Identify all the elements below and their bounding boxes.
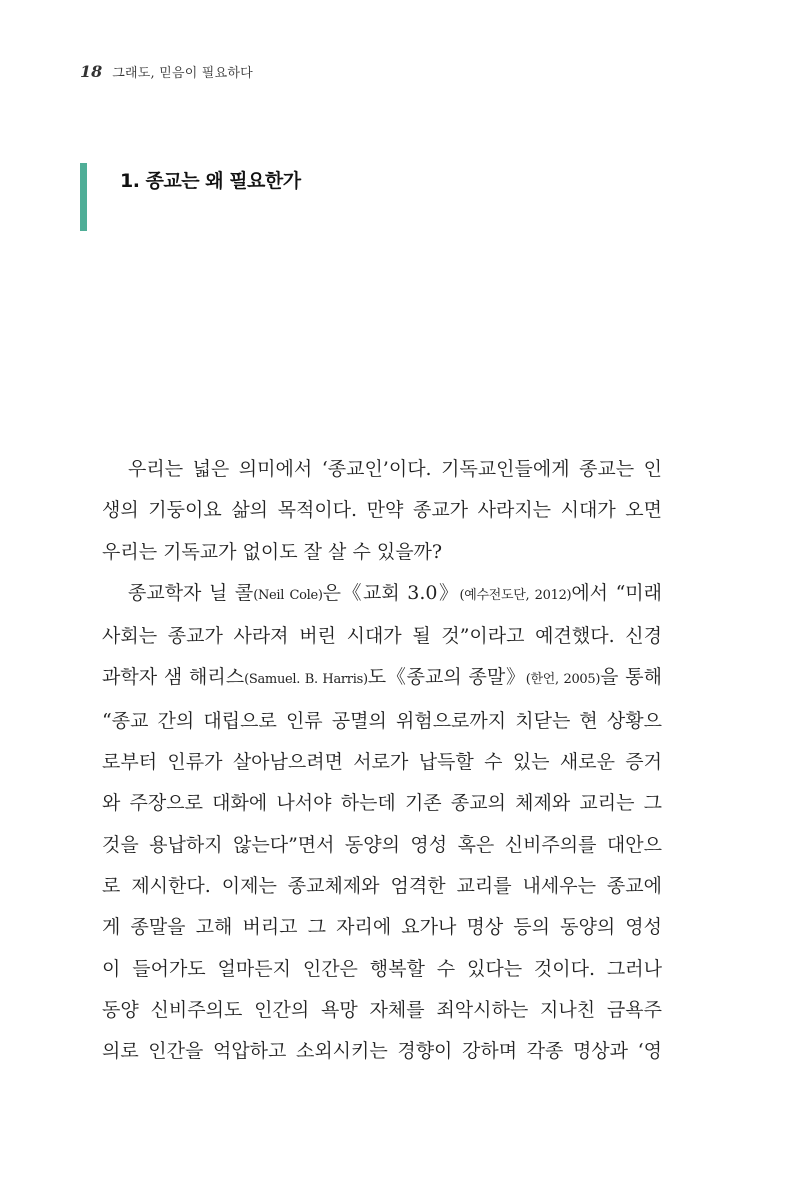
paragraph-line: 사회는 종교가 사라져 버린 시대가 될 것”이라고 예견했다. 신경 (102, 625, 662, 648)
text-run: 은《교회 3.0》 (322, 581, 460, 604)
citation-note: (Samuel. B. Harris) (244, 672, 368, 688)
citation-note: (한언, 2005) (525, 672, 601, 688)
text-run: 을 통해 (600, 666, 663, 689)
citation-note: (예수전도단, 2012) (459, 587, 572, 603)
paragraph-line: 와 주장으로 대화에 나서야 하는데 기존 종교의 체제와 교리는 그 (102, 792, 662, 815)
paragraph-line: 의로 인간을 억압하고 소외시키는 경향이 강하며 각종 명상과 ‘영 (102, 1040, 662, 1063)
citation-note: (Neil Cole) (253, 587, 323, 603)
paragraph-line: 게 종말을 고해 버리고 그 자리에 요가나 명상 등의 동양의 영성 (102, 916, 662, 939)
paragraph-line: 생의 기둥이요 삶의 목적이다. 만약 종교가 사라지는 시대가 오면 (102, 499, 662, 522)
section-accent-bar (80, 163, 87, 231)
text-run: 도《종교의 종말》 (367, 666, 526, 689)
page-number: 18 (80, 62, 103, 81)
paragraph-line: 로 제시한다. 이제는 종교체제와 엄격한 교리를 내세우는 종교에 (102, 874, 662, 897)
section-title: 1. 종교는 왜 필요한가 (120, 170, 301, 192)
paragraph-line: 우리는 넓은 의미에서 ‘종교인’이다. 기독교인들에게 종교는 인 (128, 458, 662, 480)
book-title: 그래도, 믿음이 필요하다 (112, 66, 253, 81)
paragraph-line: 이 들어가도 얼마든지 인간은 행복할 수 있다는 것이다. 그러나 (102, 957, 662, 980)
paragraph-line: 동양 신비주의도 인간의 욕망 자체를 죄악시하는 지나친 금욕주 (102, 998, 662, 1021)
paragraph-line: “종교 간의 대립으로 인류 공멸의 위험으로까지 치닫는 현 상황으 (102, 709, 662, 732)
text-run: 과학자 샘 해리스 (102, 666, 245, 689)
text-run: 에서 “미래 (571, 581, 662, 604)
paragraph-line: 로부터 인류가 살아남으려면 서로가 납득할 수 있는 새로운 증거 (102, 751, 662, 774)
body-text (102, 449, 662, 1072)
text-run: 종교학자 닐 콜 (128, 581, 254, 604)
paragraph-line: 것을 용납하지 않는다”면서 동양의 영성 혹은 신비주의를 대안으 (102, 833, 662, 856)
paragraph-line (102, 657, 662, 700)
paragraph-line (102, 573, 662, 616)
paragraph-line: 우리는 기독교가 없이도 잘 살 수 있을까? (102, 540, 443, 563)
running-header (80, 62, 253, 81)
